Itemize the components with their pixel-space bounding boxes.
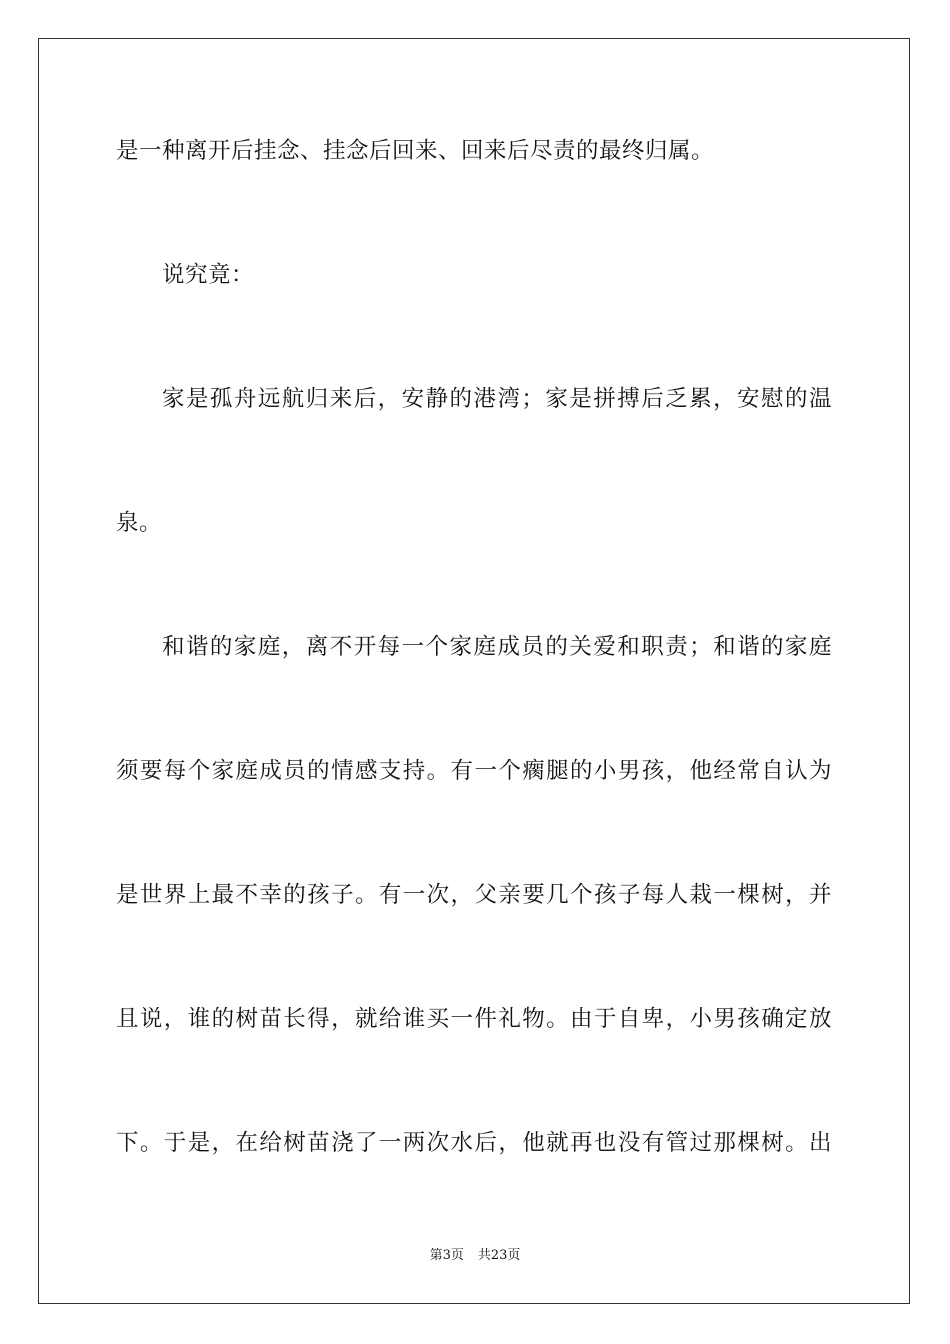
text-line-1: 是一种离开后挂念、挂念后回来、回来后尽责的最终归属。	[116, 138, 715, 164]
text-line-6: 须要每个家庭成员的情感支持。有一个瘸腿的小男孩，他经常自认为	[116, 758, 832, 784]
page-footer	[0, 1248, 950, 1264]
text-line-2: 说究竟：	[162, 262, 255, 288]
text-line-5: 和谐的家庭，离不开每一个家庭成员的关爱和职责；和谐的家庭	[162, 634, 832, 660]
page-number: 第3页	[429, 1248, 464, 1263]
text-line-9: 下。于是，在给树苗浇了一两次水后，他就再也没有管过那棵树。出	[116, 1130, 832, 1156]
page-border	[38, 38, 910, 1304]
text-line-7: 是世界上最不幸的孩子。有一次，父亲要几个孩子每人栽一棵树，并	[116, 882, 832, 908]
text-line-8: 且说，谁的树苗长得，就给谁买一件礼物。由于自卑，小男孩确定放	[116, 1006, 832, 1032]
text-line-4: 泉。	[116, 510, 163, 536]
total-pages: 共23页	[477, 1248, 521, 1263]
text-line-3: 家是孤舟远航归来后，安静的港湾；家是拼搏后乏累，安慰的温	[162, 386, 832, 412]
